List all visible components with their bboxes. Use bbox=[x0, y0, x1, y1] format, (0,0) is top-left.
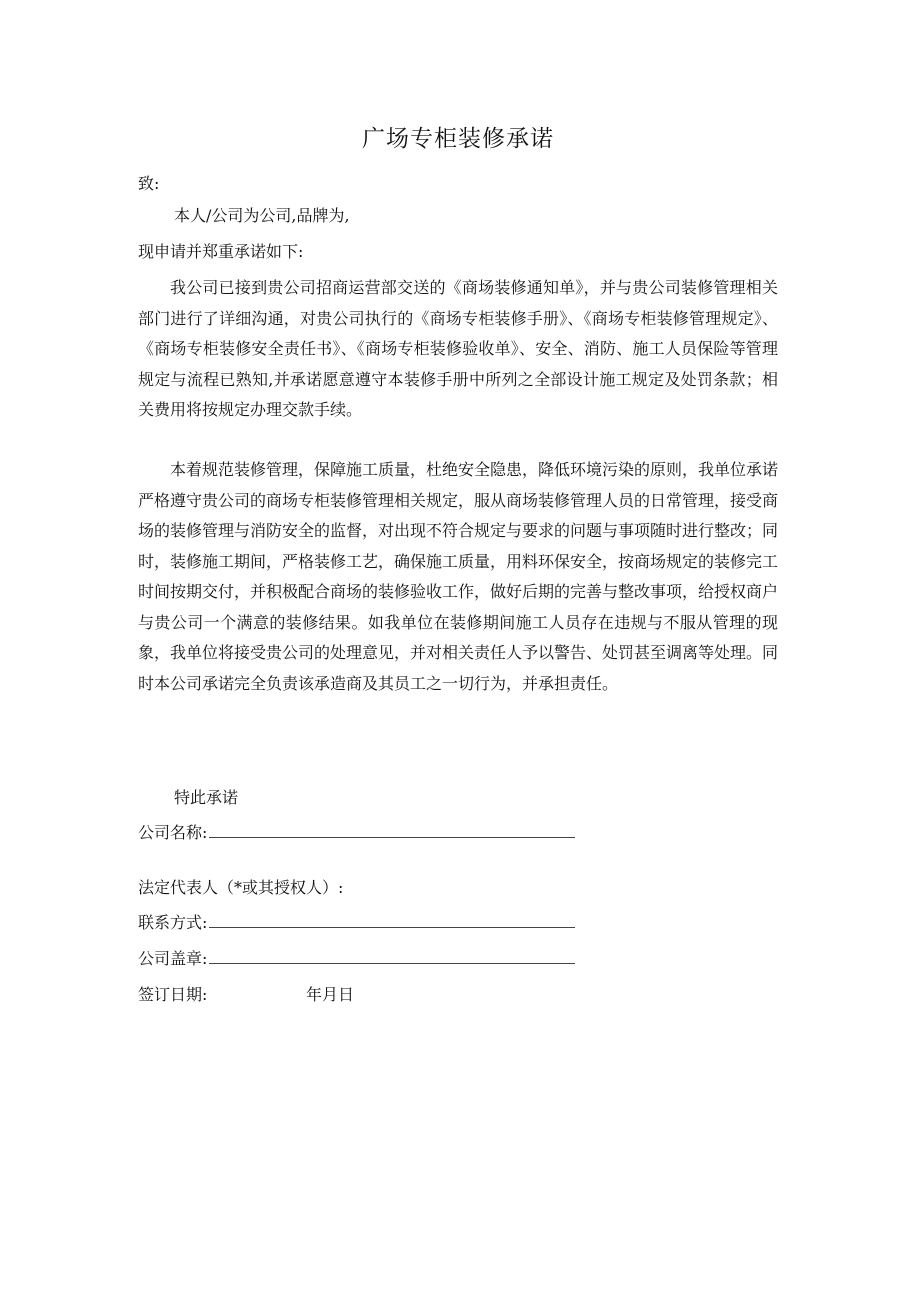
seal-label: 公司盖章: bbox=[138, 949, 208, 968]
salutation: 致: bbox=[138, 174, 160, 193]
seal-blank[interactable] bbox=[209, 947, 575, 964]
intro-line: 本人/公司为公司,品牌为, bbox=[174, 206, 350, 225]
company-name-field bbox=[138, 821, 575, 845]
contact-field bbox=[138, 911, 575, 935]
date-label: 签订日期: bbox=[138, 985, 208, 1004]
date-field bbox=[138, 983, 438, 1007]
document-title: 广场专柜装修承诺 bbox=[362, 126, 554, 152]
commitment-paragraph-2: 本着规范装修管理，保障施工质量，杜绝安全隐患，降低环境污染的原则，我单位承诺严格遵守贵公司的商场专柜装修管理相关规定，服从商场装修管理人员的日常管理，接受商场的装修管理与消防安全的监督，对出现不符合规定与要求的问题与事项随时进行整改；同时，装修施工期间，严格装修工艺，确保施工质量，用料环保安全，按商场规定的装修完工时间按期交付，并积极配合商场的装修验收工作，做好后期的完善与整改事项，给授权商户与贵公司一个满意的装修结果。如我单位在装修期间施工人员存在违规与不服从管理的现象，我单位将接受贵公司的处理意见，并对相关责任人予以警告、处罚甚至调离等处理。同时本公司承诺完全负责该承造商及其员工之一切行为，并承担责任。 bbox=[138, 460, 779, 693]
company-name-blank[interactable] bbox=[209, 821, 575, 838]
request-line: 现申请并郑重承诺如下: bbox=[138, 242, 304, 261]
company-name-label: 公司名称: bbox=[138, 823, 208, 842]
contact-label: 联系方式: bbox=[138, 913, 208, 932]
closing-statement: 特此承诺 bbox=[174, 788, 239, 807]
commitment-paragraph-1: 我公司已接到贵公司招商运营部交送的《商场装修通知单》，并与贵公司装修管理相关部门进行了详细沟通，对贵公司执行的《商场专柜装修手册》、《商场专柜装修管理规定》、《商场专柜装修安全责任书》、《商场专柜装修验收单》、安全、消防、施工人员保险等管理规定与流程已熟知,并承诺愿意遵守本装修手册中所列之全部设计施工规定及处罚条款；相关费用将按规定办理交款手续。 bbox=[138, 278, 778, 419]
legal-rep-label: 法定代表人（*或其授权人）: bbox=[138, 878, 344, 897]
date-value: 年月日 bbox=[306, 985, 355, 1004]
contact-blank[interactable] bbox=[209, 911, 575, 928]
legal-rep-field bbox=[138, 876, 343, 900]
seal-field bbox=[138, 947, 575, 971]
